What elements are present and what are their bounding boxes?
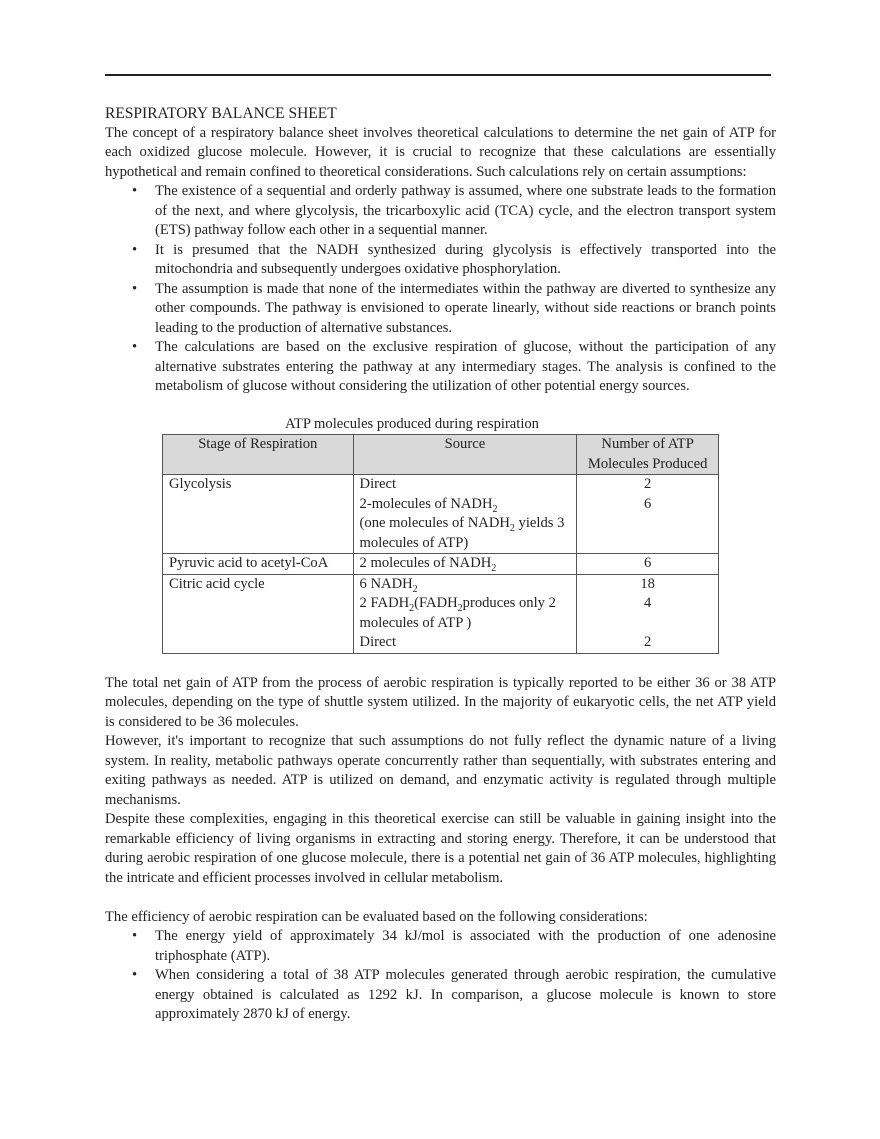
count-cell — [577, 574, 719, 653]
count-value: 2 — [643, 634, 652, 650]
source-line: Direct — [359, 476, 397, 492]
table-row — [163, 554, 719, 575]
source-text: 2 molecules of NADH — [359, 555, 492, 571]
source-cell — [353, 554, 577, 575]
source-text: (one molecules of NADH — [359, 515, 510, 531]
subscript: 2 — [492, 503, 498, 515]
subscript: 2 — [409, 602, 415, 614]
table-caption: ATP molecules produced during respiration — [285, 415, 539, 432]
header-source: Source — [353, 435, 577, 475]
section-heading: RESPIRATORY BALANCE SHEET — [105, 105, 337, 122]
list-item-text: The assumption is made that none of the intermediates within the pathway are diverted to synthesize any other compounds. The pathway is envisioned to operate linearly, without side reactions or branch points leading to the production of alternative substances. — [155, 280, 776, 336]
bullet-icon: • — [132, 241, 138, 258]
body-paragraph: Despite these complexities, engaging in this theoretical exercise can still be valuable in gaining insight into the remarkable efficiency of living organisms in extracting and storing energy. Therefore, it can be understood that during aerobic respiration of one glucose molecule, there is a potential net gain of 36 ATP molecules, highlighting the intricate and efficient processes involved in cellular metabolism. — [105, 811, 776, 886]
subscript: 2 — [491, 562, 497, 574]
body-paragraph: The total net gain of ATP from the process of aerobic respiration is typically reported to be either 36 or 38 ATP molecules, depending on the type of shuttle system utilized. In the majority of eukaryotic cells, the net ATP yield is considered to be 36 molecules. — [105, 674, 776, 730]
intro-paragraph: The concept of a respiratory balance sheet involves theoretical calculations to determine the net gain of ATP for each oxidized glucose molecule. However, it is crucial to recognize that these calculations are essentially hypothetical and remain confined to theoretical considerations. Such calculations rely on certain assumptions: — [105, 124, 776, 180]
list-item — [105, 182, 776, 241]
subscript: 2 — [509, 522, 515, 534]
document-body — [105, 104, 776, 1025]
spacer — [583, 614, 712, 634]
assumptions-list — [105, 182, 776, 397]
source-cell — [353, 475, 577, 554]
table-header-row — [163, 435, 719, 475]
table-row — [163, 574, 719, 653]
stage-cell: Citric acid cycle — [163, 574, 354, 653]
bullet-icon: • — [132, 339, 138, 355]
source-cell — [353, 574, 577, 653]
source-line — [360, 594, 571, 633]
count-value: 6 — [643, 495, 652, 512]
stage-cell: Pyruvic acid to acetyl-CoA — [163, 554, 354, 575]
header-rule — [105, 74, 771, 76]
source-text: 2 FADH — [359, 595, 410, 611]
spacer — [105, 888, 776, 908]
stage-cell: Glycolysis — [163, 475, 354, 554]
source-text: yields 3 molecules of ATP) — [359, 515, 565, 551]
count-cell: 6 — [577, 554, 719, 575]
list-item — [105, 280, 776, 339]
source-text: 2-molecules of NADH — [359, 495, 493, 512]
header-count: Number of ATP Molecules Produced — [577, 435, 719, 475]
body-paragraph: However, it's important to recognize that such assumptions do not fully reflect the dynamic nature of a living system. In reality, metabolic pathways operate concurrently rather than sequentially, with substrates entering and exiting pathways as needed. ATP is utilized on demand, and enzymatic activity is regulated through multiple mechanisms. — [105, 733, 776, 808]
count-value: 18 — [640, 575, 655, 592]
source-text: (FADH — [414, 595, 458, 611]
count-value: 2 — [643, 476, 652, 492]
list-item — [105, 966, 776, 1025]
source-line — [360, 495, 571, 515]
efficiency-heading: The efficiency of aerobic respiration can be evaluated based on the following considerations: — [105, 908, 648, 925]
source-line — [360, 575, 571, 595]
bullet-icon: • — [132, 928, 138, 944]
count-cell — [577, 475, 719, 554]
count-value: 4 — [643, 595, 652, 611]
list-item-text: The calculations are based on the exclusive respiration of glucose, without the participation of any alternative substrates entering the pathway at any intermediary stages. The analysis is confined to the metabolism of glucose without considering the utilization of other potential energy sources. — [155, 339, 776, 394]
source-line: Direct — [359, 634, 397, 650]
atp-table — [162, 434, 719, 654]
list-item-text: The energy yield of approximately 34 kJ/mol is associated with the production of one adenosine triphosphate (ATP). — [155, 928, 776, 964]
source-line — [360, 514, 571, 553]
list-item-text: The existence of a sequential and orderly pathway is assumed, where one substrate leads to the formation of the next, and where glycolysis, the tricarboxylic acid (TCA) cycle, and the electron transport system (ETS) pathway follow each other in a sequential manner. — [155, 183, 776, 238]
subscript: 2 — [412, 583, 418, 595]
source-text: produces only 2 molecules of ATP ) — [359, 595, 556, 631]
header-stage: Stage of Respiration — [163, 435, 354, 475]
list-item — [105, 927, 776, 966]
list-item — [105, 241, 776, 280]
table-row — [163, 475, 719, 554]
list-item-text: It is presumed that the NADH synthesized during glycolysis is effectively transported into the mitochondria and subsequently undergoes oxidative phosphorylation. — [155, 241, 776, 277]
list-item-text: When considering a total of 38 ATP molecules generated through aerobic respiration, the cumulative energy obtained is calculated as 1292 kJ. In comparison, a glucose molecule is known to store approximately 2870 kJ of energy. — [155, 967, 776, 1022]
list-item — [105, 338, 776, 397]
efficiency-list — [105, 927, 776, 1025]
subscript: 2 — [457, 602, 463, 614]
bullet-icon: • — [132, 183, 138, 199]
bullet-icon: • — [132, 967, 138, 983]
source-text: 6 NADH — [359, 575, 413, 592]
bullet-icon: • — [132, 280, 138, 297]
